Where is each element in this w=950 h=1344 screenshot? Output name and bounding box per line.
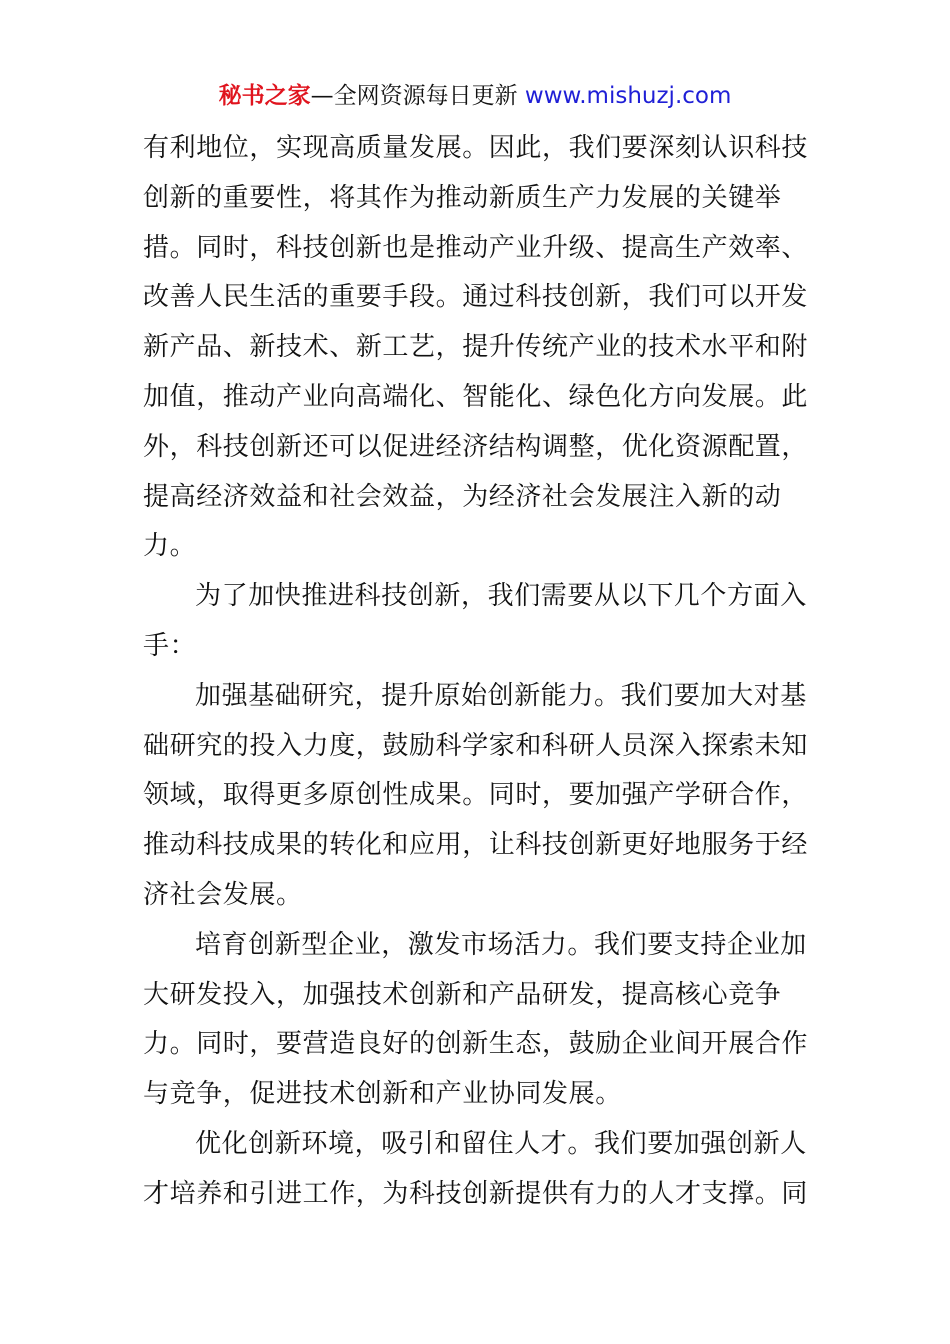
- text-line: 外，科技创新还可以促进经济结构调整，优化资源配置，: [143, 431, 809, 462]
- text-line: 措。同时，科技创新也是推动产业升级、提高生产效率、: [143, 232, 809, 263]
- text-line: 手：: [143, 630, 197, 661]
- text-line: 础研究的投入力度，鼓励科学家和科研人员深入探索未知: [143, 730, 809, 761]
- text-line: 新产品、新技术、新工艺，提升传统产业的技术水平和附: [143, 332, 809, 363]
- text-line: 推动科技成果的转化和应用，让科技创新更好地服务于经: [143, 830, 809, 861]
- text-line: 加强基础研究，提升原始创新能力。我们要加大对基: [195, 680, 807, 711]
- document-body: [143, 124, 809, 1220]
- text-line: 与竞争，促进技术创新和产业协同发展。: [143, 1079, 622, 1110]
- text-line: 大研发投入，加强技术创新和产品研发，提高核心竞争: [143, 979, 782, 1010]
- text-line: 济社会发展。: [143, 879, 303, 910]
- text-line: 有利地位，实现高质量发展。因此，我们要深刻认识科技: [143, 133, 809, 163]
- site-url[interactable]: www.mishuzj.com: [524, 83, 732, 109]
- text-line: 培育创新型企业，激发市场活力。我们要支持企业加: [195, 929, 807, 960]
- text-line: 创新的重要性，将其作为推动新质生产力发展的关键举: [143, 182, 782, 213]
- page-header: [0, 80, 950, 112]
- header-slogan: —全网资源每日更新: [310, 83, 518, 109]
- text-line: 领域，取得更多原创性成果。同时，要加强产学研合作，: [143, 780, 809, 811]
- text-line: 提高经济效益和社会效益，为经济社会发展注入新的动: [143, 481, 782, 512]
- text-line: 为了加快推进科技创新，我们需要从以下几个方面入: [195, 581, 807, 612]
- text-line: 力。: [143, 531, 197, 562]
- text-line: 力。同时，要营造良好的创新生态，鼓励企业间开展合作: [143, 1029, 809, 1060]
- brand-name: 秘书之家: [218, 83, 311, 109]
- text-line: 优化创新环境，吸引和留住人才。我们要加强创新人: [195, 1128, 807, 1159]
- text-line: 才培养和引进工作，为科技创新提供有力的人才支撑。同: [143, 1178, 809, 1209]
- text-line: 改善人民生活的重要手段。通过科技创新，我们可以开发: [143, 282, 809, 313]
- text-line: 加值，推动产业向高端化、智能化、绿色化方向发展。此: [143, 381, 809, 412]
